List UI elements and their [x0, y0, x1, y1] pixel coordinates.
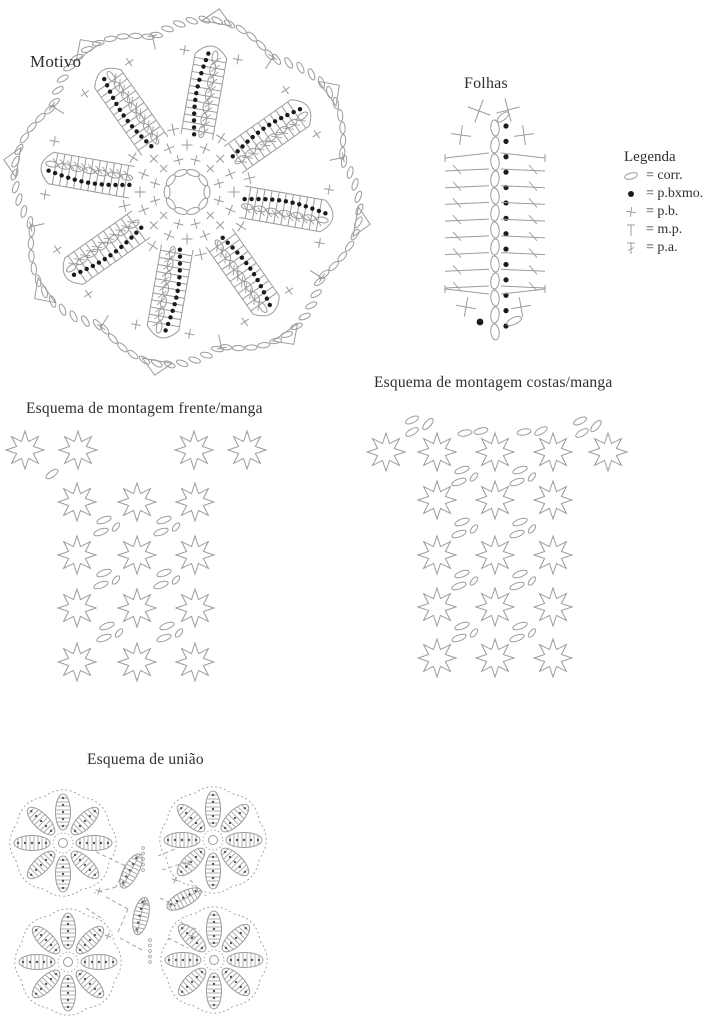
- legend-entry: [622, 203, 703, 221]
- motif-title: Motivo: [30, 52, 82, 71]
- legend-entry: [622, 221, 703, 239]
- slip-stitch-icon: [622, 186, 644, 202]
- half-double-icon: [622, 222, 644, 238]
- legend-entry: [622, 239, 703, 257]
- back-assembly-diagram: [367, 414, 627, 677]
- legend-entry-label: = p.a.: [646, 240, 678, 255]
- front-assembly-diagram: [6, 431, 266, 681]
- front-assembly-title: Esquema de montagem frente/manga: [26, 400, 263, 417]
- chain-icon: [622, 168, 644, 184]
- leaf-diagram: [445, 95, 545, 340]
- single-crochet-icon: [622, 204, 644, 220]
- legend-entry-label: = corr.: [646, 168, 683, 183]
- legend-entry-label: = m.p.: [646, 222, 683, 237]
- legend: [622, 148, 703, 257]
- legend-entry: [622, 167, 703, 185]
- legend-entry: [622, 185, 703, 203]
- back-assembly-title: Esquema de montagem costas/manga: [374, 374, 613, 391]
- legend-entry-label: = p.b.: [646, 204, 679, 219]
- leaves-title: Folhas: [464, 75, 508, 92]
- double-crochet-icon: [622, 240, 644, 256]
- union-title: Esquema de união: [87, 751, 204, 768]
- legend-entry-label: = p.bxmo.: [646, 186, 704, 201]
- legend-title: Legenda: [624, 149, 676, 165]
- union-diagram: [10, 787, 267, 1015]
